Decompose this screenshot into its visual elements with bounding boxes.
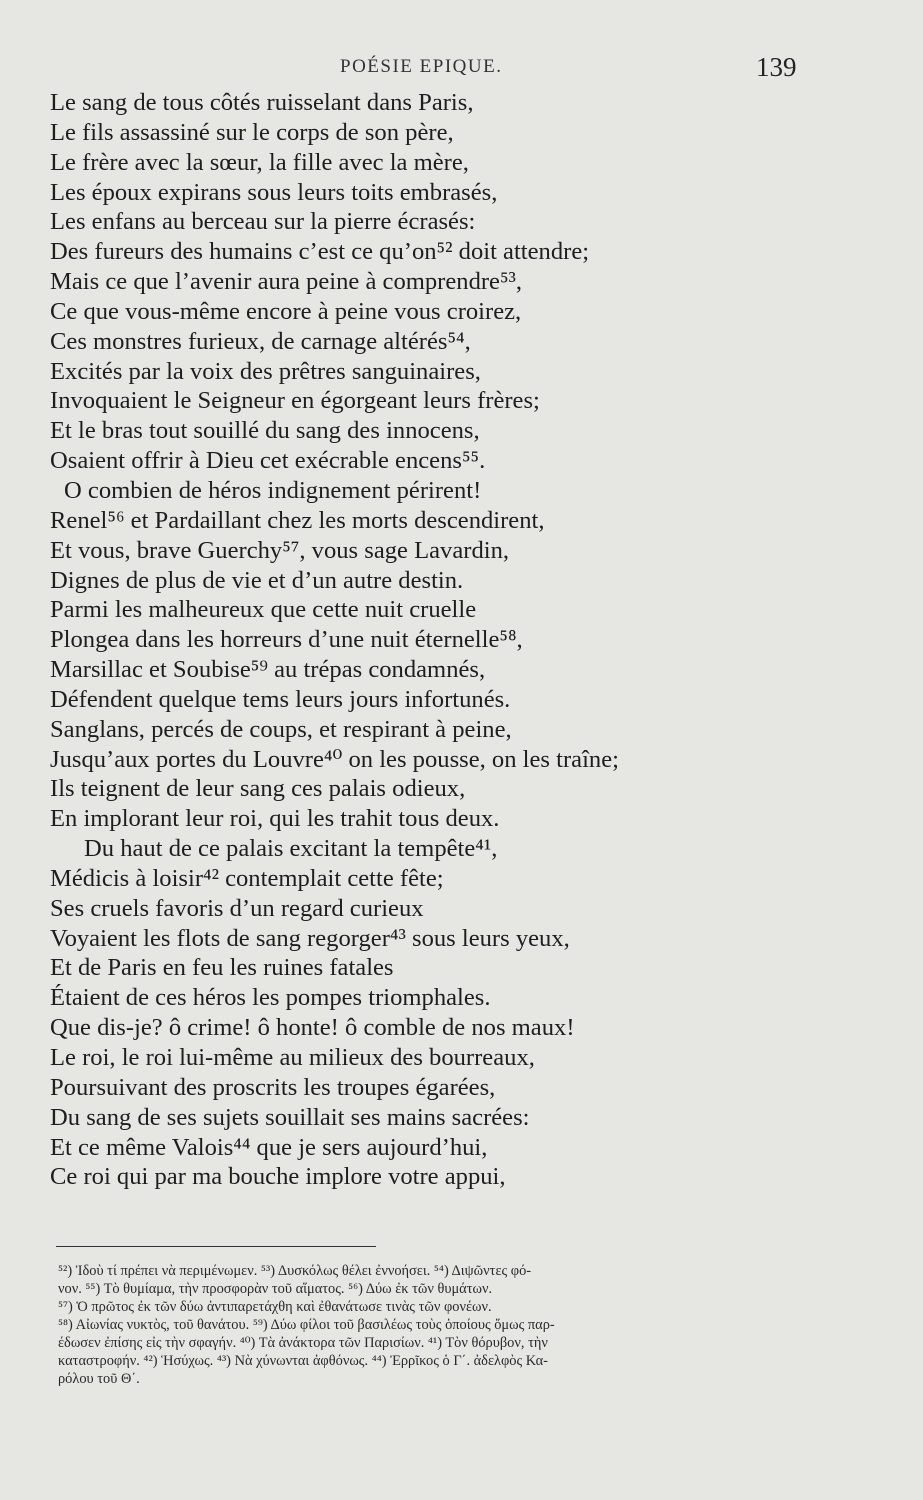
- footnote-line: ⁵²) Ἰδοὺ τί πρέπει νὰ περιμένωμεν. ⁵³) Δυσκόλως θέλει ἐννοήσει. ⁵⁴) Διψῶντες φό-: [58, 1263, 532, 1279]
- footnote-line: καταστροφήν. ⁴²) Ἡσύχως. ⁴³) Νὰ χύνωνται ἀφθόνως. ⁴⁴) Ἐρρῖκος ὁ Γ΄. ἀδελφὸς Κα-: [58, 1353, 548, 1369]
- verse-line: Étaient de ces héros les pompes triomphales.: [50, 984, 491, 1012]
- running-head: POÉSIE EPIQUE.: [340, 56, 503, 77]
- verse-line: Le roi, le roi lui-même au milieux des bourreaux,: [50, 1044, 535, 1071]
- verse-line: Et ce même Valois⁴⁴ que je sers aujourd’hui,: [50, 1133, 488, 1161]
- verse-line: O combien de héros indignement périrent!: [64, 476, 482, 504]
- verse-line: Défendent quelque tems leurs jours infortunés.: [50, 685, 511, 713]
- verse-line: Ils teignent de leur sang ces palais odieux,: [50, 775, 466, 803]
- verse-line: Parmi les malheureux que cette nuit cruelle: [50, 596, 477, 624]
- verse-line: Des fureurs des humains c’est ce qu’on⁵² doit attendre;: [50, 238, 590, 266]
- verse-line: Excités par la voix des prêtres sanguinaires,: [50, 357, 481, 385]
- verse-line: Plongea dans les horreurs d’une nuit éternelle⁵⁸,: [50, 626, 523, 654]
- verse-line: Le fils assassiné sur le corps de son père,: [50, 118, 454, 146]
- verse-line: Du haut de ce palais excitant la tempête⁴¹,: [84, 835, 498, 863]
- footnote-line: ⁵⁸) Αἰωνίας νυκτὸς, τοῦ θανάτου. ⁵⁹) Δύω φίλοι τοῦ βασιλέως τοὺς ὁποίους ὅμως παρ-: [58, 1317, 555, 1333]
- verse-line: Le sang de tous côtés ruisselant dans Paris,: [50, 89, 474, 116]
- verse-line: Jusqu’aux portes du Louvre⁴⁰ on les pousse, on les traîne;: [50, 745, 619, 773]
- verse-line: Et le bras tout souillé du sang des innocens,: [50, 417, 480, 445]
- verse-line: Marsillac et Soubise⁵⁹ au trépas condamnés,: [50, 656, 486, 684]
- verse-line: Dignes de plus de vie et d’un autre destin.: [50, 566, 464, 594]
- verse-line: Invoquaient le Seigneur en égorgeant leurs frères;: [50, 387, 540, 415]
- verse-line: Osaient offrir à Dieu cet exécrable encens⁵⁵.: [50, 447, 486, 475]
- footnotes: [58, 1262, 858, 1388]
- verse-line: Mais ce que l’avenir aura peine à comprendre⁵³,: [50, 268, 523, 296]
- verse-line: Du sang de ses sujets souillait ses mains sacrées:: [50, 1103, 530, 1131]
- footnote-line: νον. ⁵⁵) Τὸ θυμίαμα, τὴν προσφορὰν τοῦ αἵματος. ⁵⁶) Δύω ἐκ τῶν θυμάτων.: [58, 1281, 493, 1297]
- footnote-line: ⁵⁷) Ὁ πρῶτος ἐκ τῶν δύω ἀντιπαρετάχθη καὶ ἐθανάτωσε τινὰς τῶν φονέων.: [58, 1299, 492, 1315]
- page-number: 139: [756, 52, 797, 82]
- verse-line: Renel⁵⁶ et Pardaillant chez les morts descendirent,: [50, 506, 545, 534]
- verse-line: Poursuivant des proscrits les troupes égarées,: [50, 1073, 496, 1101]
- verse-line: Que dis-je? ô crime! ô honte! ô comble de nos maux!: [50, 1014, 575, 1042]
- verse-block: [50, 88, 900, 1192]
- verse-line: Ses cruels favoris d’un regard curieux: [50, 894, 424, 922]
- verse-line: Et de Paris en feu les ruines fatales: [50, 954, 394, 982]
- verse-line: Médicis à loisir⁴² contemplait cette fête;: [50, 864, 444, 892]
- verse-line: Ces monstres furieux, de carnage altérés⁵⁴,: [50, 327, 471, 355]
- footnote-line: έδωσεν ἐπίσης εἰς τὴν σφαγήν. ⁴⁰) Τὰ ἀνάκτορα τῶν Παρισίων. ⁴¹) Τὸν θόρυβον, τὴν: [58, 1335, 548, 1351]
- verse-line: Ce que vous-même encore à peine vous croirez,: [50, 297, 522, 325]
- verse-line: Sanglans, percés de coups, et respirant à peine,: [50, 715, 512, 743]
- verse-line: Les enfans au berceau sur la pierre écrasés:: [50, 208, 476, 236]
- page-header: [0, 52, 923, 82]
- verse-line: Voyaient les flots de sang regorger⁴³ sous leurs yeux,: [50, 924, 570, 952]
- footnote-line: ρόλου τοῦ Θ΄.: [58, 1371, 140, 1387]
- verse-line: Ce roi qui par ma bouche implore votre appui,: [50, 1163, 506, 1191]
- verse-line: Les époux expirans sous leurs toits embrasés,: [50, 178, 498, 206]
- verse-line: Et vous, brave Guerchy⁵⁷, vous sage Lavardin,: [50, 536, 510, 564]
- verse-line: En implorant leur roi, qui les trahit tous deux.: [50, 805, 500, 833]
- footnote-rule: [56, 1246, 376, 1247]
- verse-line: Le frère avec la sœur, la fille avec la mère,: [50, 148, 469, 176]
